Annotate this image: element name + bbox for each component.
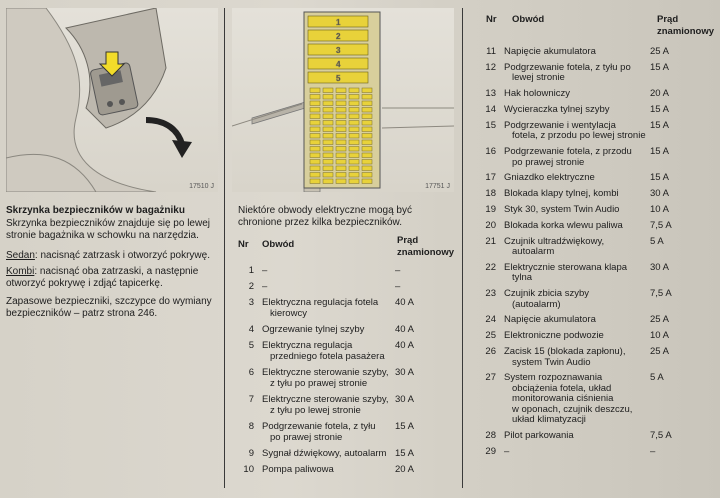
table-row [480,172,700,183]
fuse-cell-small [349,101,359,106]
fuse-cell-small [349,88,359,93]
right-col-rated-2: znamionowy [657,26,715,37]
fuse-cell-small [349,134,359,139]
para-kombi [6,266,198,278]
rated-current: 15 A [650,146,670,157]
fuse-cell-small [349,147,359,152]
fuse-cell-small [349,108,359,113]
fuse-cell-small [362,101,372,106]
middle-col-circuit: Obwód [262,239,295,250]
table-row [480,188,700,199]
circuit-name: Napięcie akumulatora [504,314,596,326]
circuit-name: Ogrzewanie tylnej szyby [262,324,365,335]
rated-current: – [395,265,401,276]
circuit-name: Elektryczna regulacja fotela [262,297,379,308]
table-row [480,88,700,99]
rated-current: 20 A [395,464,415,475]
fuse-cell-small [310,101,320,106]
fuse-cell-small [349,127,359,132]
rated-current: 7,5 A [650,219,672,231]
fuse-number: 18 [485,188,496,200]
trunk-illustration [6,8,218,192]
circuit-name: Pompa paliwowa [262,464,334,475]
fuse-number: 12 [485,61,496,73]
para-spare-1: Zapasowe bezpieczniki, szczypce do wymiany [6,296,212,307]
fuse-cell-small [336,121,346,126]
table-row [480,430,700,441]
fuse-cell-small [349,121,359,126]
table-row [480,262,700,283]
fuse-cell-small [310,134,320,139]
circuit-name: (autoalarm) [512,298,561,310]
circuit-name: Elektryczne sterowanie szyby, [262,367,389,378]
circuit-name: autoalarm [512,246,555,257]
fuse-cell-small [349,153,359,158]
fuse-number: 16 [485,146,496,157]
fuse-cell-small [310,108,320,113]
fuse-number: 5 [248,340,254,351]
fuse-cell-small [310,95,320,100]
fuse-cell-small [323,147,333,152]
fuse-cell-small [362,95,372,100]
circuit-name: Styk 30, system Twin Audio [504,203,620,215]
fuse-number: 27 [485,372,496,384]
rated-current: 10 A [650,330,670,342]
divider-left [224,8,225,488]
fuse-number-label: 4 [336,60,341,69]
fuse-cell-small [323,140,333,145]
fuse-cell-small [323,114,333,119]
fuse-number: 13 [485,88,496,100]
middle-col-rated: Prąd [397,235,419,246]
fuse-cell-small [362,160,372,165]
figure-code-middle: 17751 J [425,183,450,190]
fuse-cell-small [323,101,333,106]
table-row [480,236,700,257]
table-row [238,394,458,416]
rated-current: 15 A [395,421,415,432]
rated-current: 15 A [650,119,670,131]
para-kombi-2: otworzyć pokrywę i zdjąć tapicerkę. [6,278,163,289]
fuse-cell-small [349,160,359,165]
fuse-cell-small [336,179,346,184]
circuit-name: system Twin Audio [512,356,591,368]
kombi-text: : nacisnąć oba zatrzaski, a następnie [34,266,199,277]
table-row [238,367,458,389]
rated-current: 15 A [650,103,670,115]
middle-intro-2: chronione przez kilka bezpieczników. [238,217,402,228]
rated-current: 25 A [650,346,670,357]
circuit-name: układ klimatyzacji [512,414,586,426]
fuse-cell-small [310,140,320,145]
circuit-name: Elektroniczne podwozie [504,330,604,342]
sedan-label: Sedan [6,250,35,261]
para-location-1: Skrzynka bezpieczników znajduje się po lewej [6,218,210,229]
middle-intro-1: Niektóre obwody elektryczne mogą być [238,205,412,216]
fuse-cell-small [323,153,333,158]
fuse-cell-small [336,140,346,145]
circuit-name: – [504,445,510,457]
table-row [480,346,700,367]
fuse-number: 3 [248,297,254,308]
rated-current: 25 A [650,314,670,326]
fuse-cell-small [310,179,320,184]
circuit-name: kierowcy [270,308,307,319]
figure-code-left: 17510 J [189,183,214,190]
circuit-name: Elektrycznie sterowana klapa [504,261,628,273]
rated-current: 30 A [650,188,670,200]
circuit-name: Czujnik ultradźwiękowy, [504,235,605,247]
fuse-number: 17 [485,172,496,184]
fuse-cell-small [362,147,372,152]
fuse-cell-small [349,95,359,100]
circuit-name: Elektryczne sterowanie szyby, [262,394,389,405]
fuse-cell-small [323,173,333,178]
middle-col-nr: Nr [238,239,249,250]
rated-current: 30 A [395,394,415,405]
fuse-number: 1 [248,265,254,276]
fuse-number: 11 [486,46,496,57]
fuse-number-label: 3 [336,46,341,55]
circuit-name: – [262,281,268,292]
fuse-cell-small [336,101,346,106]
circuit-name: Podgrzewanie i wentylacja [504,119,616,131]
circuit-name: fotela, z przodu po lewej stronie [512,130,646,142]
circuit-name: po prawej stronie [512,156,585,168]
circuit-name: Blokada korka wlewu paliwa [504,219,623,231]
fuse-cell-small [362,166,372,171]
fuse-number: 14 [485,103,496,115]
fuse-number: 21 [485,235,496,247]
fuse-cell-small [362,179,372,184]
rated-current: – [650,445,656,457]
circuit-name: po prawej stronie [270,432,343,443]
rated-current: 40 A [395,340,415,351]
table-row [238,448,458,459]
fuse-cell-small [310,153,320,158]
fuse-cell-small [323,166,333,171]
fuse-cell-small [362,134,372,139]
fuse-cell-small [362,114,372,119]
circuit-name: Wycieraczka tylnej szyby [504,103,610,115]
fuse-cell-small [349,140,359,145]
fuse-number: 7 [248,394,254,405]
table-row [480,220,700,231]
circuit-name: Sygnał dźwiękowy, autoalarm [262,448,387,459]
fuse-cell-small [310,166,320,171]
rated-current: 7,5 A [650,430,672,442]
fuse-cell-small [323,121,333,126]
fuse-cell-small [323,134,333,139]
fuse-box-figure [232,8,454,192]
circuit-name: Zacisk 15 (blokada zapłonu), [504,346,626,357]
table-row [238,297,458,319]
fuse-cell-small [336,160,346,165]
fuse-cell-small [336,114,346,119]
fuse-cell-small [362,108,372,113]
circuit-name: Podgrzewanie fotela, z przodu [504,146,632,157]
table-row [480,446,700,457]
fuse-number: 15 [485,119,496,131]
fuse-number-label: 2 [336,32,341,41]
fuse-cell-small [362,140,372,145]
rated-current: 20 A [650,88,670,100]
right-col-nr: Nr [486,14,497,25]
fuse-cell-small [310,173,320,178]
fuse-cell-small [310,160,320,165]
fuse-cell-small [310,114,320,119]
fuse-cell-small [310,121,320,126]
fuse-cell-small [310,88,320,93]
fuse-box-illustration [232,8,454,192]
rated-current: 15 A [650,172,670,184]
table-row [480,146,700,167]
fuse-cell-small [349,114,359,119]
circuit-name: przedniego fotela pasażera [270,351,385,362]
fuse-cell-small [362,88,372,93]
fuse-number: 22 [485,261,496,273]
fuse-number: 6 [248,367,254,378]
table-row [480,288,700,309]
fuse-cell-small [323,160,333,165]
fuse-cell-small [336,88,346,93]
trunk-figure [6,8,218,192]
table-row [238,464,458,475]
section-heading: Skrzynka bezpieczników w bagażniku [6,205,185,216]
para-spare-2: bezpieczników – patrz strona 246. [6,308,158,319]
rated-current: – [395,281,401,292]
circuit-name: z tyłu po prawej stronie [270,378,368,389]
fuse-cell-small [362,153,372,158]
circuit-name: Gniazdko elektryczne [504,172,595,184]
circuit-name: Podgrzewanie fotela, z tyłu po [504,61,631,73]
table-row [238,340,458,362]
rated-current: 15 A [650,61,670,73]
table-row [480,204,700,215]
para-sedan [6,250,210,262]
table-row [480,330,700,341]
table-row [480,314,700,325]
fuse-cell-small [323,179,333,184]
circuit-name: z tyłu po lewej stronie [270,405,361,416]
circuit-name: Blokada klapy tylnej, kombi [504,188,619,200]
right-col-rated: Prąd [657,14,679,25]
fuse-cell-small [349,179,359,184]
fuse-number: 26 [485,346,496,357]
fuse-cell-small [323,127,333,132]
divider-right [462,8,463,488]
fuse-cell-small [336,173,346,178]
circuit-name: lewej stronie [512,72,565,84]
sedan-text: : nacisnąć zatrzask i otworzyć pokrywę. [34,250,210,261]
circuit-name: Hak holowniczy [504,88,570,100]
fuse-number: 24 [485,314,496,326]
table-row [480,62,700,83]
fuse-cell-small [336,153,346,158]
fuse-number: 2 [248,281,254,292]
rated-current: 5 A [650,235,664,247]
table-row [238,421,458,443]
fuse-cell-small [349,173,359,178]
fuse-cell-small [323,95,333,100]
table-row [238,281,458,292]
fuse-cell-small [310,147,320,152]
fuse-cell-small [336,134,346,139]
rated-current: 30 A [395,367,415,378]
fuse-cell-small [336,127,346,132]
fuse-cell-small [336,166,346,171]
fuse-cell-small [336,108,346,113]
fuse-number: 9 [248,448,254,459]
circuit-name: obciążenia fotela, układ [512,382,612,394]
circuit-name: tylna [512,272,533,284]
rated-current: 10 A [650,203,670,215]
fuse-cell-small [323,108,333,113]
circuit-name: monitorowania ciśnienia [512,393,614,405]
fuse-cell-small [362,173,372,178]
rated-current: 40 A [395,297,415,308]
fuse-cell-small [362,127,372,132]
circuit-name: Czujnik zbicia szyby [504,288,589,300]
fuse-number: 10 [243,464,254,475]
table-row [238,265,458,276]
fuse-cell-small [310,127,320,132]
rated-current: 30 A [650,261,670,273]
rated-current: 25 A [650,46,670,57]
circuit-name: Elektryczna regulacja [262,340,353,351]
table-row [238,324,458,335]
table-row [480,120,700,141]
fuse-number: 23 [485,288,496,300]
fuse-number: 28 [485,430,496,442]
fuse-number: 4 [248,324,254,335]
rated-current: 5 A [650,372,664,384]
right-col-circuit: Obwód [512,14,545,25]
fuse-cell-small [362,121,372,126]
circuit-name: w oponach, czujnik deszczu, [512,403,633,415]
fuse-cell-small [336,95,346,100]
circuit-name: System rozpoznawania [504,372,603,384]
para-location-2: stronie bagażnika w schowku na narzędzia. [6,230,199,241]
circuit-name: Napięcie akumulatora [504,46,596,57]
circuit-name: – [262,265,268,276]
table-row [480,104,700,115]
fuse-number: 29 [485,445,496,457]
fuse-number: 25 [485,330,496,342]
fuse-cell-small [336,147,346,152]
fuse-number: 20 [485,219,496,231]
table-row [480,372,700,425]
fuse-number: 19 [485,203,496,215]
circuit-name: Podgrzewanie fotela, z tyłu [262,421,376,432]
middle-col-rated-2: znamionowy [397,247,455,258]
fuse-number-label: 1 [336,18,341,27]
circuit-name: Pilot parkowania [504,430,574,442]
rated-current: 40 A [395,324,415,335]
fuse-number: 8 [248,421,254,432]
rated-current: 7,5 A [650,288,672,300]
fuse-cell-small [323,88,333,93]
fuse-cell-small [349,166,359,171]
fuse-number-label: 5 [336,74,341,83]
rated-current: 15 A [395,448,415,459]
table-row [480,46,700,57]
kombi-label: Kombi [6,266,35,277]
